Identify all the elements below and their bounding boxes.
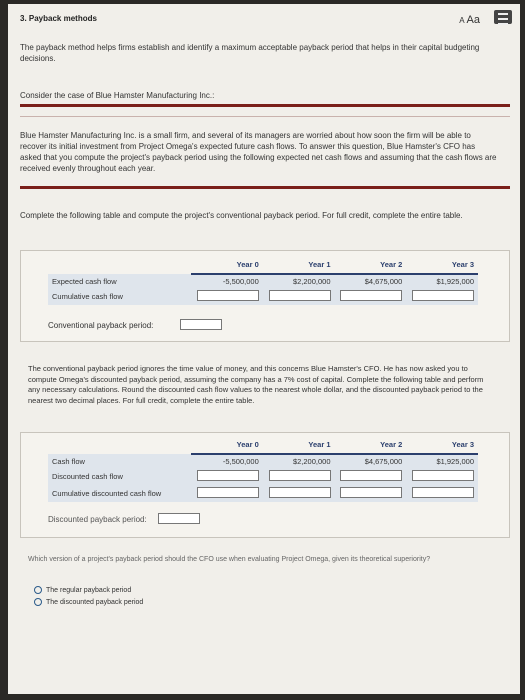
intro-text: The payback method helps firms establish and identify a maximum acceptable payback period that helps in their capital budgeting decisions. <box>20 43 480 63</box>
divider <box>20 116 510 117</box>
row-label: Cumulative cash flow <box>52 292 123 301</box>
cell-value: -5,500,000 <box>222 457 259 466</box>
discounted-input[interactable] <box>412 470 474 481</box>
question-title: 3. Payback methods <box>20 14 97 23</box>
cumulative-discounted-input[interactable] <box>269 487 331 498</box>
divider <box>20 186 510 189</box>
scenario-text: Blue Hamster Manufacturing Inc. is a small firm, and several of its managers are worried about how soon the firm will be able to recover its initial investment from Project Omega's expected future cash flows. To answer this question, Blue Hamster's CFO has asked that you compute the project's payback period using the following expected net cash flows and assuming that the cash flows are received evenly throughout each year. <box>20 131 497 173</box>
cell-value: $4,675,000 <box>364 457 403 466</box>
cumulative-input[interactable] <box>269 290 331 301</box>
cumulative-input[interactable] <box>340 290 402 301</box>
table2-header: Year 3 <box>406 438 478 454</box>
cell-value: $1,925,000 <box>436 277 474 286</box>
discounted-payback-label: Discounted payback period: <box>48 515 147 524</box>
table2-header: Year 0 <box>191 438 263 454</box>
row-label: Cash flow <box>52 456 85 466</box>
font-small-label: A <box>459 16 465 25</box>
menu-icon[interactable] <box>494 10 512 24</box>
question-sheet <box>8 4 520 694</box>
font-large-label: Aa <box>466 14 480 26</box>
table1 <box>48 258 478 305</box>
table1-header: Year 3 <box>406 258 478 274</box>
payback-input[interactable] <box>180 319 222 330</box>
table1-header: Year 2 <box>335 258 407 274</box>
row-label: Cumulative discounted cash flow <box>52 489 162 498</box>
discounted-payback-input[interactable] <box>158 513 200 524</box>
cumulative-discounted-input[interactable] <box>412 487 474 498</box>
cumulative-input[interactable] <box>197 290 259 301</box>
consider-text: Consider the case of Blue Hamster Manufacturing Inc.: <box>20 91 215 100</box>
row-label: Discounted cash flow <box>52 472 123 481</box>
cell-value: $4,675,000 <box>364 277 403 286</box>
option-discounted[interactable] <box>34 598 143 606</box>
cumulative-input[interactable] <box>412 290 474 301</box>
cell-value: $2,200,000 <box>292 277 331 286</box>
payback-label: Conventional payback period: <box>48 321 154 330</box>
task1-text: Complete the following table and compute the project's conventional payback period. For full credit, complete the entire table. <box>20 211 463 220</box>
discounted-input[interactable] <box>340 470 402 481</box>
option-regular[interactable] <box>34 586 131 594</box>
discounted-input[interactable] <box>269 470 331 481</box>
cell-value: -5,500,000 <box>222 277 259 286</box>
option-label: The regular payback period <box>46 586 132 594</box>
table1-header: Year 0 <box>191 258 263 274</box>
table1-header: Year 1 <box>263 258 335 274</box>
radio-icon <box>34 598 42 606</box>
cell-value: $2,200,000 <box>292 457 331 466</box>
table2-header: Year 1 <box>263 438 335 454</box>
table2 <box>48 438 478 502</box>
font-size-control[interactable] <box>459 14 480 26</box>
cell-value: $1,925,000 <box>436 457 474 466</box>
question-text: Which version of a project's payback period should the CFO use when evaluating Project Omega, given its theoretical superiority? <box>28 556 431 563</box>
cumulative-discounted-input[interactable] <box>197 487 259 498</box>
cumulative-discounted-input[interactable] <box>340 487 402 498</box>
table2-header: Year 2 <box>335 438 407 454</box>
para2-text: The conventional payback period ignores the time value of money, and this concerns Blue Hamster's CFO. He has now asked you to compute Omega's discounted payback period, assuming the company has a 7% cost of capital. Complete the following table and perform any necessary calculations. Round the discounted cash flow values to the nearest whole dollar, and the discounted payback period to the nearest two decimal places. For full credit, complete the entire table. <box>28 364 484 405</box>
discounted-input[interactable] <box>197 470 259 481</box>
row-label: Expected cash flow <box>52 276 117 286</box>
radio-icon <box>34 586 42 594</box>
option-label: The discounted payback period <box>46 598 144 606</box>
divider <box>20 104 510 107</box>
